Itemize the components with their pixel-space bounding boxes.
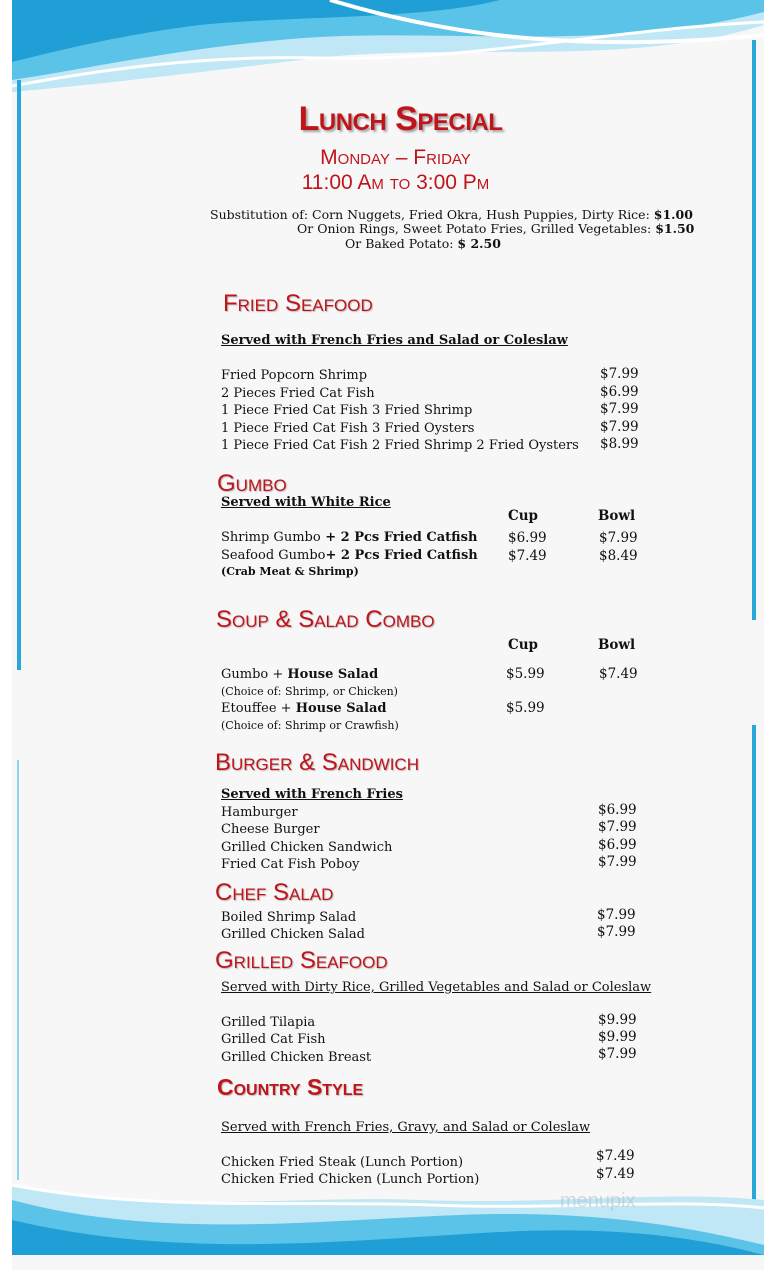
section-title-burger: Burger & Sandwich — [215, 749, 419, 776]
gumbo-item-2 — [221, 548, 478, 563]
substitution-line-3 — [345, 236, 501, 251]
gumbo-bowl-price: $7.99 — [599, 530, 638, 546]
section-title-grilled-seafood: Grilled Seafood — [215, 947, 388, 974]
menu-item-price: $7.99 — [598, 819, 637, 835]
menu-item-name: Cheese Burger — [221, 822, 320, 837]
menu-item-price: $9.99 — [598, 1012, 637, 1028]
menu-item-price: $7.49 — [596, 1148, 635, 1164]
menu-item-price: $6.99 — [598, 837, 637, 853]
fried-seafood-note: Served with French Fries and Salad or Coleslaw — [221, 333, 568, 348]
soup-item-name: Etouffee + — [221, 701, 296, 716]
soup-item-extra: House Salad — [287, 667, 379, 682]
menu-item-price: $7.99 — [600, 419, 639, 435]
menu-item-name: 2 Pieces Fried Cat Fish — [221, 386, 375, 401]
soup-item-2 — [221, 701, 387, 716]
soup-item-extra: House Salad — [295, 701, 387, 716]
substitution-text-3: Or Baked Potato: — [345, 236, 458, 251]
gumbo-note: Served with White Rice — [221, 495, 391, 510]
soup-item-sub: (Choice of: Shrimp, or Chicken) — [221, 685, 398, 698]
menu-item-name: 1 Piece Fried Cat Fish 2 Fried Shrimp 2 Fried Oysters — [221, 438, 579, 453]
substitution-line-1 — [210, 207, 693, 222]
gumbo-item-1 — [221, 530, 477, 545]
menu-item-name: 1 Piece Fried Cat Fish 3 Fried Oysters — [221, 421, 475, 436]
section-title-fried-seafood: Fried Seafood — [223, 290, 373, 317]
soup-cup-price: $5.99 — [506, 666, 545, 682]
menu-item-name: Grilled Chicken Sandwich — [221, 840, 393, 855]
menu-item-name: Grilled Chicken Breast — [221, 1050, 372, 1065]
soup-item-1 — [221, 667, 378, 682]
menu-item-name: Grilled Cat Fish — [221, 1032, 326, 1047]
soup-item-sub: (Choice of: Shrimp or Crawfish) — [221, 719, 399, 732]
menu-item-price: $6.99 — [600, 384, 639, 400]
menu-item-price: $7.49 — [596, 1166, 635, 1182]
burger-note: Served with French Fries — [221, 787, 403, 802]
soup-col-cup: Cup — [508, 637, 538, 653]
menu-item-name: Chicken Fried Steak (Lunch Portion) — [221, 1155, 464, 1170]
right-border-line-bottom — [752, 725, 756, 1200]
section-title-soup-salad: Soup & Salad Combo — [216, 606, 435, 633]
country-style-note: Served with French Fries, Gravy, and Salad or Coleslaw — [221, 1120, 591, 1135]
gumbo-item-name: Shrimp Gumbo — [221, 530, 321, 545]
menu-item-price: $6.99 — [598, 802, 637, 818]
grilled-seafood-note: Served with Dirty Rice, Grilled Vegetables and Salad or Coleslaw — [221, 980, 652, 995]
menu-item-price: $7.99 — [598, 854, 637, 870]
substitution-text-2: Or Onion Rings, Sweet Potato Fries, Grilled Vegetables: — [297, 221, 656, 236]
gumbo-cup-price: $7.49 — [508, 548, 547, 564]
substitution-price-3: $ 2.50 — [457, 236, 501, 251]
menu-item-price: $7.99 — [597, 924, 636, 940]
menu-item-name: Fried Popcorn Shrimp — [221, 368, 368, 383]
gumbo-col-bowl: Bowl — [598, 508, 636, 524]
gumbo-cup-price: $6.99 — [508, 530, 547, 546]
menu-item-price: $7.99 — [600, 401, 639, 417]
soup-col-bowl: Bowl — [598, 637, 636, 653]
menu-item-name: Grilled Chicken Salad — [221, 927, 365, 942]
substitution-line-2 — [297, 221, 694, 236]
soup-item-name: Gumbo + — [221, 667, 288, 682]
section-title-gumbo: Gumbo — [217, 470, 287, 497]
page-title: Lunch Special — [298, 100, 503, 138]
substitution-price-2: $1.50 — [655, 221, 695, 236]
days-line: Monday – Friday — [320, 146, 471, 169]
section-title-country-style: Country Style — [217, 1074, 364, 1100]
section-title-chef-salad: Chef Salad — [215, 879, 334, 906]
soup-cup-price: $5.99 — [506, 700, 545, 716]
menu-item-name: Fried Cat Fish Poboy — [221, 857, 360, 872]
watermark: menupix — [560, 1190, 636, 1212]
menu-item-price: $9.99 — [598, 1029, 637, 1045]
gumbo-bowl-price: $8.49 — [599, 548, 638, 564]
soup-bowl-price: $7.49 — [599, 666, 638, 682]
gumbo-col-cup: Cup — [508, 508, 538, 524]
menu-item-name: 1 Piece Fried Cat Fish 3 Fried Shrimp — [221, 403, 473, 418]
gumbo-item-extra: + 2 Pcs Fried Catfish — [320, 530, 478, 545]
menu-item-name: Hamburger — [221, 805, 298, 820]
substitution-price-1: $1.00 — [653, 207, 693, 222]
left-border-line-bottom — [17, 760, 19, 1180]
substitution-text-1: Substitution of: Corn Nuggets, Fried Okra, Hush Puppies, Dirty Rice: — [210, 207, 654, 222]
gumbo-item-name: Seafood Gumbo — [221, 548, 326, 563]
menu-item-price: $7.99 — [597, 907, 636, 923]
menu-item-price: $8.99 — [600, 436, 639, 452]
menu-item-price: $7.99 — [600, 366, 639, 382]
hours-line: 11:00 Am to 3:00 Pm — [301, 171, 490, 194]
gumbo-item-extra: + 2 Pcs Fried Catfish — [325, 548, 478, 563]
menu-item-name: Grilled Tilapia — [221, 1015, 316, 1030]
menu-item-price: $7.99 — [598, 1046, 637, 1062]
menu-item-name: Chicken Fried Chicken (Lunch Portion) — [221, 1172, 480, 1187]
gumbo-footnote: (Crab Meat & Shrimp) — [221, 565, 359, 578]
menu-item-name: Boiled Shrimp Salad — [221, 910, 357, 925]
